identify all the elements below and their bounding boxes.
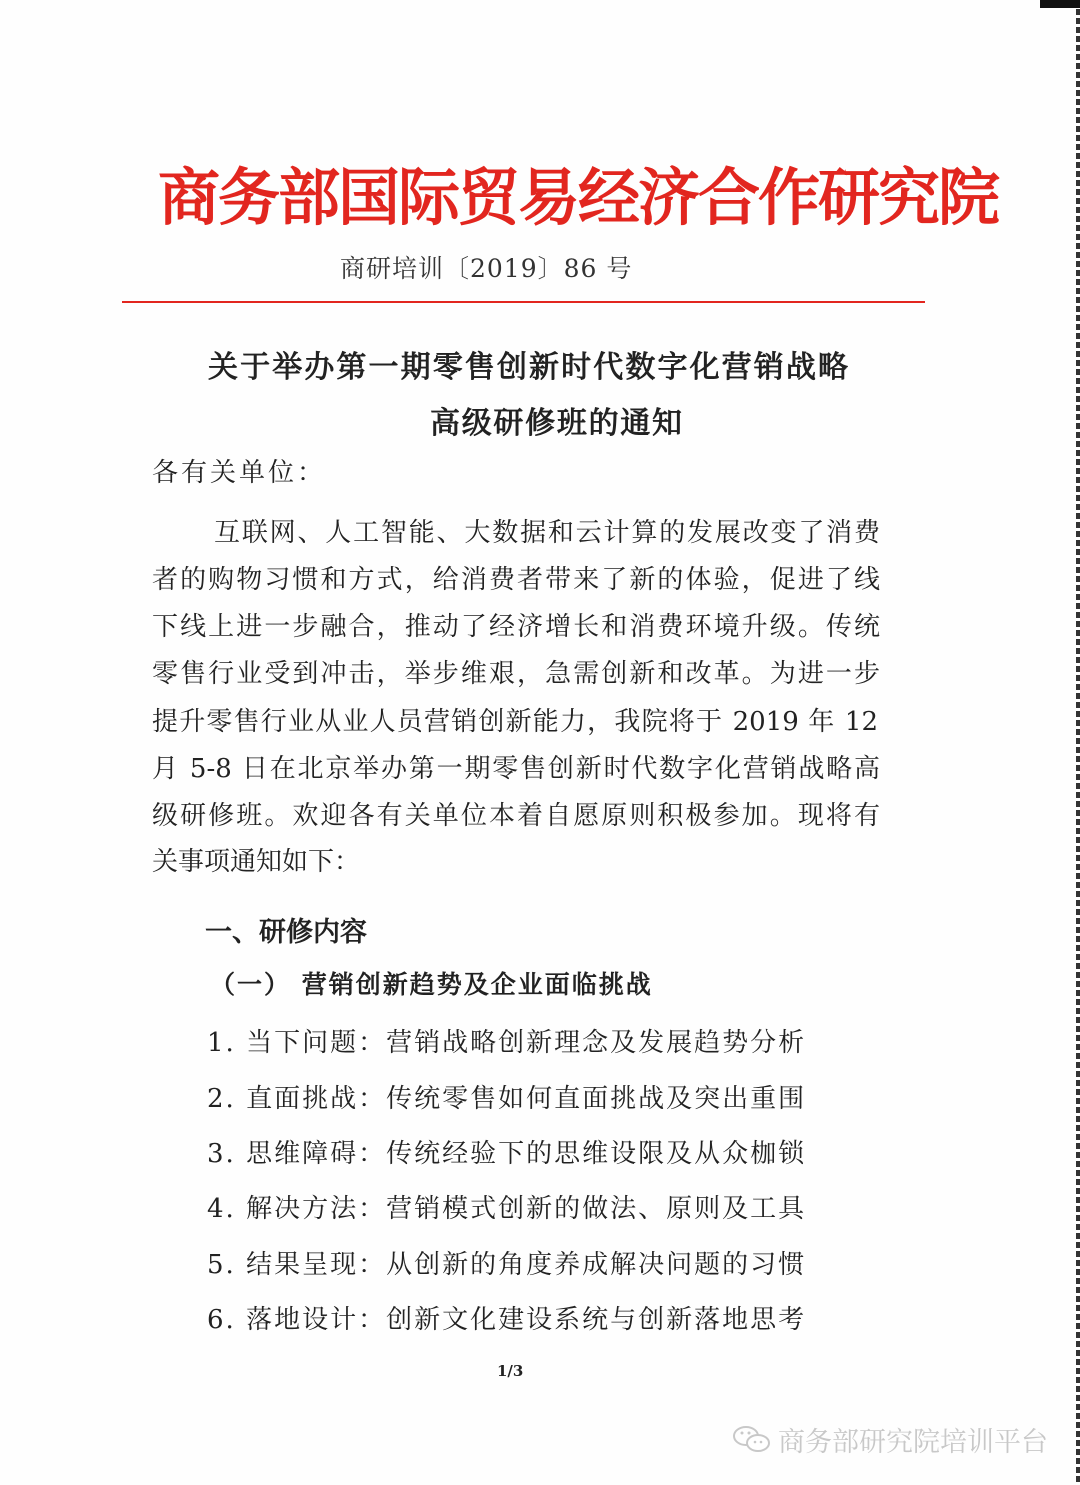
paragraph-line: 者的购物习惯和方式，给消费者带来了新的体验，促进了线: [152, 565, 880, 595]
list-item: 6. 落地设计：创新文化建设系统与创新落地思考: [207, 1305, 807, 1335]
wechat-icon: [732, 1424, 772, 1456]
institution-header: 商务部国际贸易经济合作研究院: [158, 161, 999, 234]
subsection-heading: （一） 营销创新趋势及企业面临挑战: [210, 970, 653, 999]
list-item: 5. 结果呈现：从创新的角度养成解决问题的习惯: [207, 1250, 807, 1280]
paragraph-line: 关事项通知如下：: [152, 847, 361, 877]
scan-edge-top: [1040, 0, 1080, 8]
red-divider: [122, 301, 925, 303]
paragraph-line: 级研修班。欢迎各有关单位本着自愿原则积极参加。现将有: [152, 801, 880, 831]
document-number: 商研培训〔2019〕86 号: [340, 254, 633, 283]
list-item: 2. 直面挑战：传统零售如何直面挑战及突出重围: [207, 1084, 807, 1114]
scan-edge: [1076, 0, 1080, 1485]
list-item: 3. 思维障碍：传统经验下的思维设限及从众枷锁: [207, 1139, 807, 1169]
list-item: 1. 当下问题：营销战略创新理念及发展趋势分析: [207, 1028, 807, 1058]
list-item: 4. 解决方法：营销模式创新的做法、原则及工具: [207, 1194, 807, 1224]
page-number: 1/3: [497, 1362, 524, 1380]
notice-title-line1: 关于举办第一期零售创新时代数字化营销战略: [208, 350, 848, 385]
paragraph-line: 互联网、人工智能、大数据和云计算的发展改变了消费: [214, 518, 880, 548]
notice-title-line2: 高级研修班的通知: [430, 406, 682, 441]
section-heading: 一、研修内容: [205, 917, 367, 948]
paragraph-line: 月 5-8 日在北京举办第一期零售创新时代数字化营销战略高: [152, 754, 880, 784]
paragraph-line: 零售行业受到冲击，举步维艰，急需创新和改革。为进一步: [152, 659, 880, 689]
salutation: 各有关单位：: [152, 458, 327, 488]
paragraph-line: 下线上进一步融合，推动了经济增长和消费环境升级。传统: [152, 612, 880, 642]
watermark: [732, 1420, 1048, 1459]
watermark-text: 商务部研究院培训平台: [778, 1427, 1048, 1458]
paragraph-line: 提升零售行业从业人员营销创新能力，我院将于 2019 年 12: [152, 707, 878, 737]
